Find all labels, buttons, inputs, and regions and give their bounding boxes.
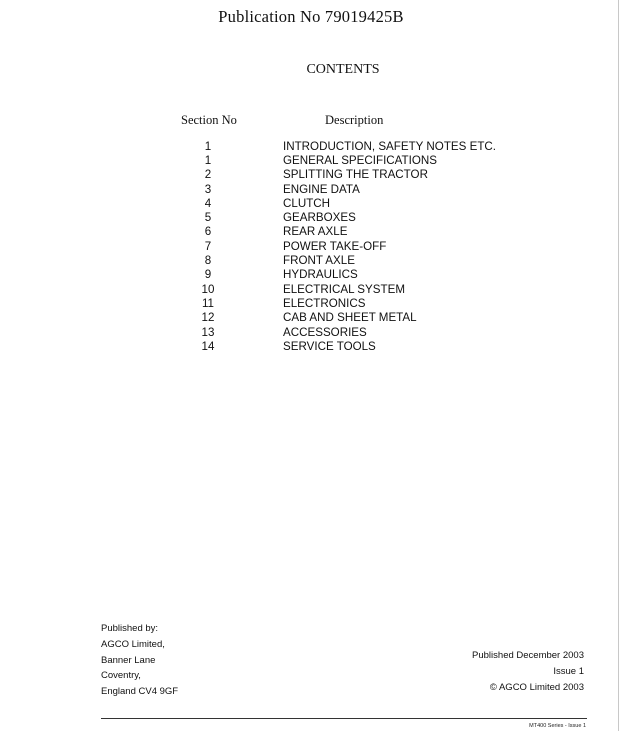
- table-row: [180, 339, 560, 353]
- section-number: 12: [201, 311, 215, 325]
- table-row: [180, 196, 560, 210]
- section-number: 5: [204, 211, 212, 225]
- contents-title: CONTENTS: [306, 62, 380, 77]
- section-number: 1: [204, 153, 212, 167]
- publisher-line: Coventry,: [101, 670, 141, 682]
- section-description: GEARBOXES: [283, 211, 356, 225]
- section-description: ELECTRONICS: [283, 296, 366, 310]
- footer-divider: [101, 718, 587, 719]
- table-row: [180, 210, 560, 224]
- publication-info-block: [472, 648, 584, 695]
- copyright-notice: © AGCO Limited 2003: [489, 681, 584, 693]
- section-description: SERVICE TOOLS: [283, 339, 376, 353]
- section-description: SPLITTING THE TRACTOR: [283, 168, 428, 182]
- table-row: [180, 253, 560, 267]
- publication-number: Publication No 79019425B: [218, 7, 404, 26]
- table-row: [180, 153, 560, 167]
- issue-number: Issue 1: [553, 665, 584, 677]
- section-number: 9: [204, 268, 212, 282]
- section-number: 7: [204, 239, 212, 253]
- section-number: 6: [204, 225, 212, 239]
- section-number: 14: [201, 339, 215, 353]
- table-row: [180, 325, 560, 339]
- section-description: GENERAL SPECIFICATIONS: [283, 153, 437, 167]
- publisher-line: Banner Lane: [101, 654, 156, 666]
- publisher-block: [101, 621, 178, 700]
- section-number: 2: [204, 168, 212, 182]
- section-number: 4: [204, 196, 212, 210]
- publication-date: Published December 2003: [472, 650, 584, 661]
- column-header-section: Section No: [181, 113, 237, 127]
- column-header-description: Description: [325, 113, 384, 127]
- footer-series-note: MT400 Series - Issue 1: [529, 723, 586, 729]
- publisher-line: Published by:: [101, 623, 159, 634]
- table-row: [180, 296, 560, 310]
- section-description: ACCESSORIES: [283, 325, 367, 339]
- table-row: [180, 225, 560, 239]
- section-number: 10: [201, 282, 215, 296]
- table-row: [180, 282, 560, 296]
- section-description: FRONT AXLE: [283, 254, 355, 268]
- contents-table: [180, 139, 560, 353]
- page-edge: [618, 0, 619, 731]
- table-row: [180, 311, 560, 325]
- section-number: 8: [204, 254, 212, 268]
- section-number: 1: [204, 139, 212, 153]
- publisher-line: AGCO Limited,: [101, 638, 165, 650]
- table-row: [180, 182, 560, 196]
- table-row: [180, 239, 560, 253]
- table-row: [180, 268, 560, 282]
- section-description: REAR AXLE: [283, 225, 348, 239]
- section-number: 11: [201, 296, 215, 310]
- table-row: [180, 139, 560, 153]
- section-description: ELECTRICAL SYSTEM: [283, 282, 405, 296]
- section-description: INTRODUCTION, SAFETY NOTES ETC.: [283, 139, 496, 153]
- section-description: CLUTCH: [283, 196, 331, 210]
- section-description: HYDRAULICS: [283, 268, 358, 282]
- section-description: POWER TAKE-OFF: [283, 239, 387, 253]
- section-description: ENGINE DATA: [283, 182, 360, 196]
- publisher-line: England CV4 9GF: [101, 686, 179, 698]
- section-number: 13: [201, 325, 215, 339]
- section-description: CAB AND SHEET METAL: [283, 311, 417, 325]
- section-number: 3: [204, 182, 212, 196]
- table-row: [180, 168, 560, 182]
